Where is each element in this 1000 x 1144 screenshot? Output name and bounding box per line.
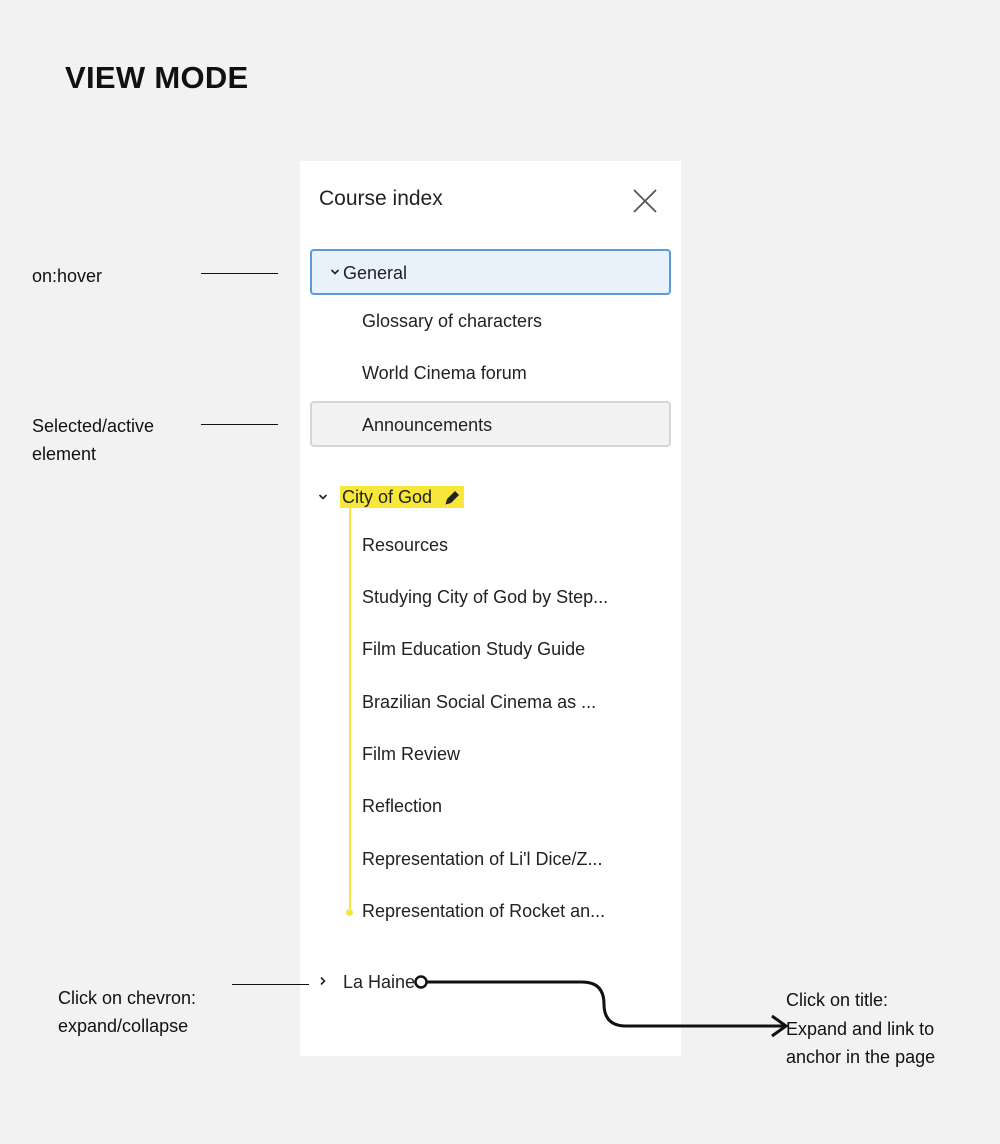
course-item-glossary[interactable]: Glossary of characters — [362, 311, 543, 331]
annotation-chevron-line2: expand/collapse — [58, 1016, 189, 1036]
course-item-world-cinema-forum[interactable]: World Cinema forum — [362, 363, 527, 383]
annotation-active-line2: element — [32, 444, 97, 464]
course-item[interactable]: Representation of Rocket an... — [362, 901, 606, 921]
course-item[interactable]: Brazilian Social Cinema as ... — [362, 692, 597, 712]
section-title-city-of-god-text[interactable]: City of God — [342, 487, 433, 507]
annotation-active-line1: Selected/active — [32, 416, 155, 436]
annotation-title-line3: anchor in the page — [786, 1047, 936, 1067]
course-item-announcements[interactable]: Announcements — [362, 415, 493, 435]
section-title-general[interactable]: General — [343, 263, 408, 283]
annotation-chevron-line1: Click on chevron: — [58, 988, 197, 1008]
course-item[interactable]: Reflection — [362, 796, 443, 816]
annotation-title-line1: Click on title: — [786, 990, 889, 1010]
annotation-hover: on:hover — [32, 266, 103, 286]
course-item[interactable]: Representation of Li'l Dice/Z... — [362, 849, 603, 869]
course-item[interactable]: Film Education Study Guide — [362, 639, 586, 659]
page-title: VIEW MODE — [65, 60, 249, 95]
panel-title: Course index — [319, 187, 443, 210]
course-item[interactable]: Film Review — [362, 744, 461, 764]
course-item[interactable]: Resources — [362, 535, 449, 555]
course-item[interactable]: Studying City of God by Step... — [362, 587, 609, 607]
annotation-title-line2: Expand and link to — [786, 1019, 935, 1039]
section-title-la-haine[interactable]: La Haine — [343, 972, 416, 992]
